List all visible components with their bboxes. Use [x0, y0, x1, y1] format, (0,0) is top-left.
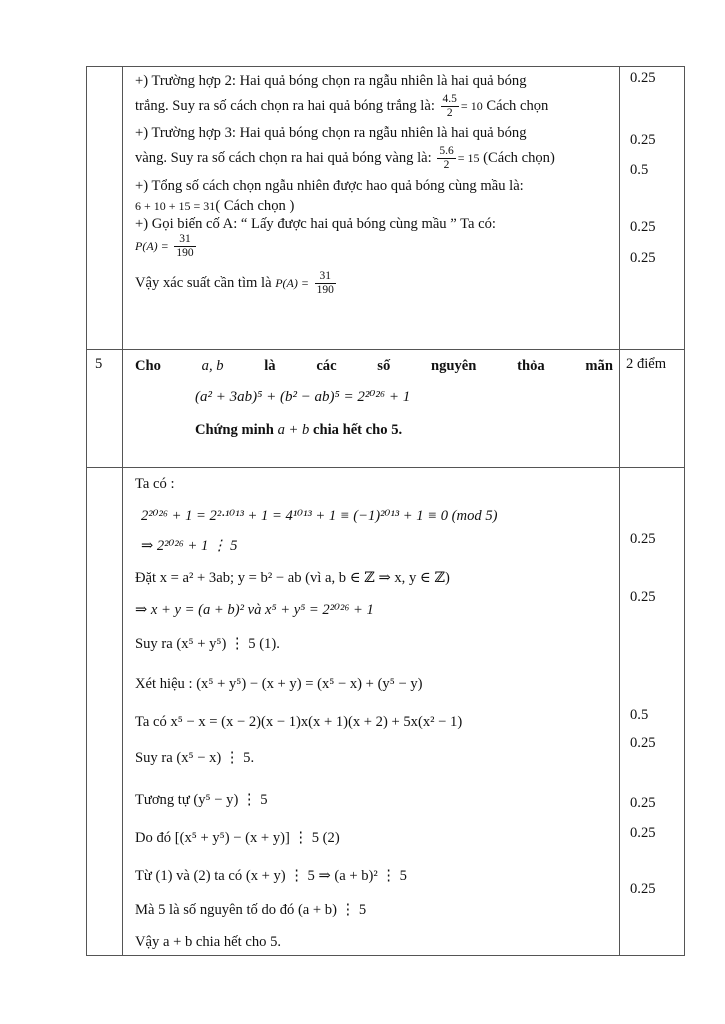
- table-row-problem-5: [87, 350, 685, 468]
- score-cell: [620, 67, 685, 350]
- solution-line: Đặt x = a² + 3ab; y = b² − ab (vì a, b ∈ ℤ ⇒ x, y ∈ ℤ): [135, 570, 450, 586]
- solution-cell: [123, 468, 620, 956]
- score: 0.25: [630, 589, 656, 605]
- solution-line: 2²⁰²⁶ + 1 = 2²·¹⁰¹³ + 1 = 4¹⁰¹³ + 1 ≡ (−1)²⁰¹³ + 1 ≡ 0 (mod 5): [141, 508, 498, 524]
- solution-line: Do đó [(x⁵ + y⁵) − (x + y)] ⋮ 5 (2): [135, 830, 340, 846]
- table-row-problem-4-continued: [87, 67, 685, 350]
- solution-line: Ta có :: [135, 476, 175, 492]
- score: 0.25: [630, 250, 656, 266]
- solution-line: Suy ra (x⁵ − x) ⋮ 5.: [135, 750, 255, 766]
- total-line1: +) Tổng số cách chọn ngẫu nhiên được hao quả bóng cùng mầu là:: [135, 178, 524, 194]
- case3-fraction: $\frac{5.6}{2}$: [439, 145, 454, 171]
- solution-line: Mà 5 là số nguyên tố do đó (a + b) ⋮ 5: [135, 902, 367, 918]
- probability-line: P(A) = $\frac{31}{190}$: [135, 233, 194, 259]
- conclusion-line: Vậy xác suất cần tìm là P(A) = $\frac{31}{190}$: [135, 270, 334, 296]
- solution-line: Từ (1) và (2) ta có (x + y) ⋮ 5 ⇒ (a + b)² ⋮ 5: [135, 868, 407, 884]
- case3-line1: +) Trường hợp 3: Hai quả bóng chọn ra ngẫu nhiên là hai quả bóng: [135, 125, 527, 141]
- solution-cell: [123, 67, 620, 350]
- score: 0.25: [630, 531, 656, 547]
- solution-line: Ta có x⁵ − x = (x − 2)(x − 1)x(x + 1)(x + 2) + 5x(x² − 1): [135, 714, 463, 730]
- case2-fraction: $\frac{4.5}{2}$: [442, 93, 457, 119]
- score-cell: [620, 468, 685, 956]
- conclusion-fraction: $\frac{31}{190}$: [316, 270, 334, 296]
- score: 0.25: [630, 881, 656, 897]
- event-line: +) Gọi biến cố A: “ Lấy được hai quả bóng cùng mầu ” Ta có:: [135, 216, 496, 232]
- problem-statement-cell: [123, 350, 620, 468]
- prove-statement: Chứng minh a + b chia hết cho 5.: [195, 422, 403, 438]
- probability-fraction: $\frac{31}{190}$: [176, 233, 194, 259]
- problem-number-cell: [87, 67, 123, 350]
- problem-statement: Cho a, b là các số nguyên thỏa mãn: [135, 358, 613, 374]
- solution-line: ⇒ 2²⁰²⁶ + 1 ⋮ 5: [141, 538, 238, 554]
- solution-line: ⇒ x + y = (a + b)² và x⁵ + y⁵ = 2²⁰²⁶ + 1: [135, 602, 374, 618]
- answer-key-table: [86, 66, 685, 956]
- solution-line: Suy ra (x⁵ + y⁵) ⋮ 5 (1).: [135, 636, 280, 652]
- score: 0.5: [630, 707, 649, 723]
- problem-number-cell: [87, 468, 123, 956]
- score: 0.25: [630, 70, 656, 86]
- points-cell: [620, 350, 685, 468]
- table-row-problem-5-solution: [87, 468, 685, 956]
- solution-line: Tương tự (y⁵ − y) ⋮ 5: [135, 792, 268, 808]
- score: 0.25: [630, 132, 656, 148]
- score: 0.25: [630, 735, 656, 751]
- total-line2: 6 + 10 + 15 = 31( Cách chọn ): [135, 198, 295, 214]
- score: 0.25: [630, 219, 656, 235]
- solution-line: Xét hiệu : (x⁵ + y⁵) − (x + y) = (x⁵ − x) + (y⁵ − y): [135, 676, 423, 692]
- points-label: 2 điểm: [626, 356, 667, 372]
- problem-equation: (a² + 3ab)⁵ + (b² − ab)⁵ = 2²⁰²⁶ + 1: [195, 389, 411, 405]
- case2-line1: +) Trường hợp 2: Hai quả bóng chọn ra ngẫu nhiên là hai quả bóng: [135, 73, 527, 89]
- score: 0.25: [630, 825, 656, 841]
- solution-line: Vậy a + b chia hết cho 5.: [135, 934, 282, 950]
- case2-line2: trắng. Suy ra số cách chọn ra hai quả bóng trắng là: $\frac{4.5}{2}$ = 10 Cách chọn: [135, 93, 549, 119]
- problem-number-cell: [87, 350, 123, 468]
- score: 0.5: [630, 162, 649, 178]
- score: 0.25: [630, 795, 656, 811]
- problem-number: 5: [95, 356, 103, 372]
- case3-line2: vàng. Suy ra số cách chọn ra hai quả bóng vàng là: $\frac{5.6}{2}$ = 15 (Cách chọn): [135, 145, 555, 171]
